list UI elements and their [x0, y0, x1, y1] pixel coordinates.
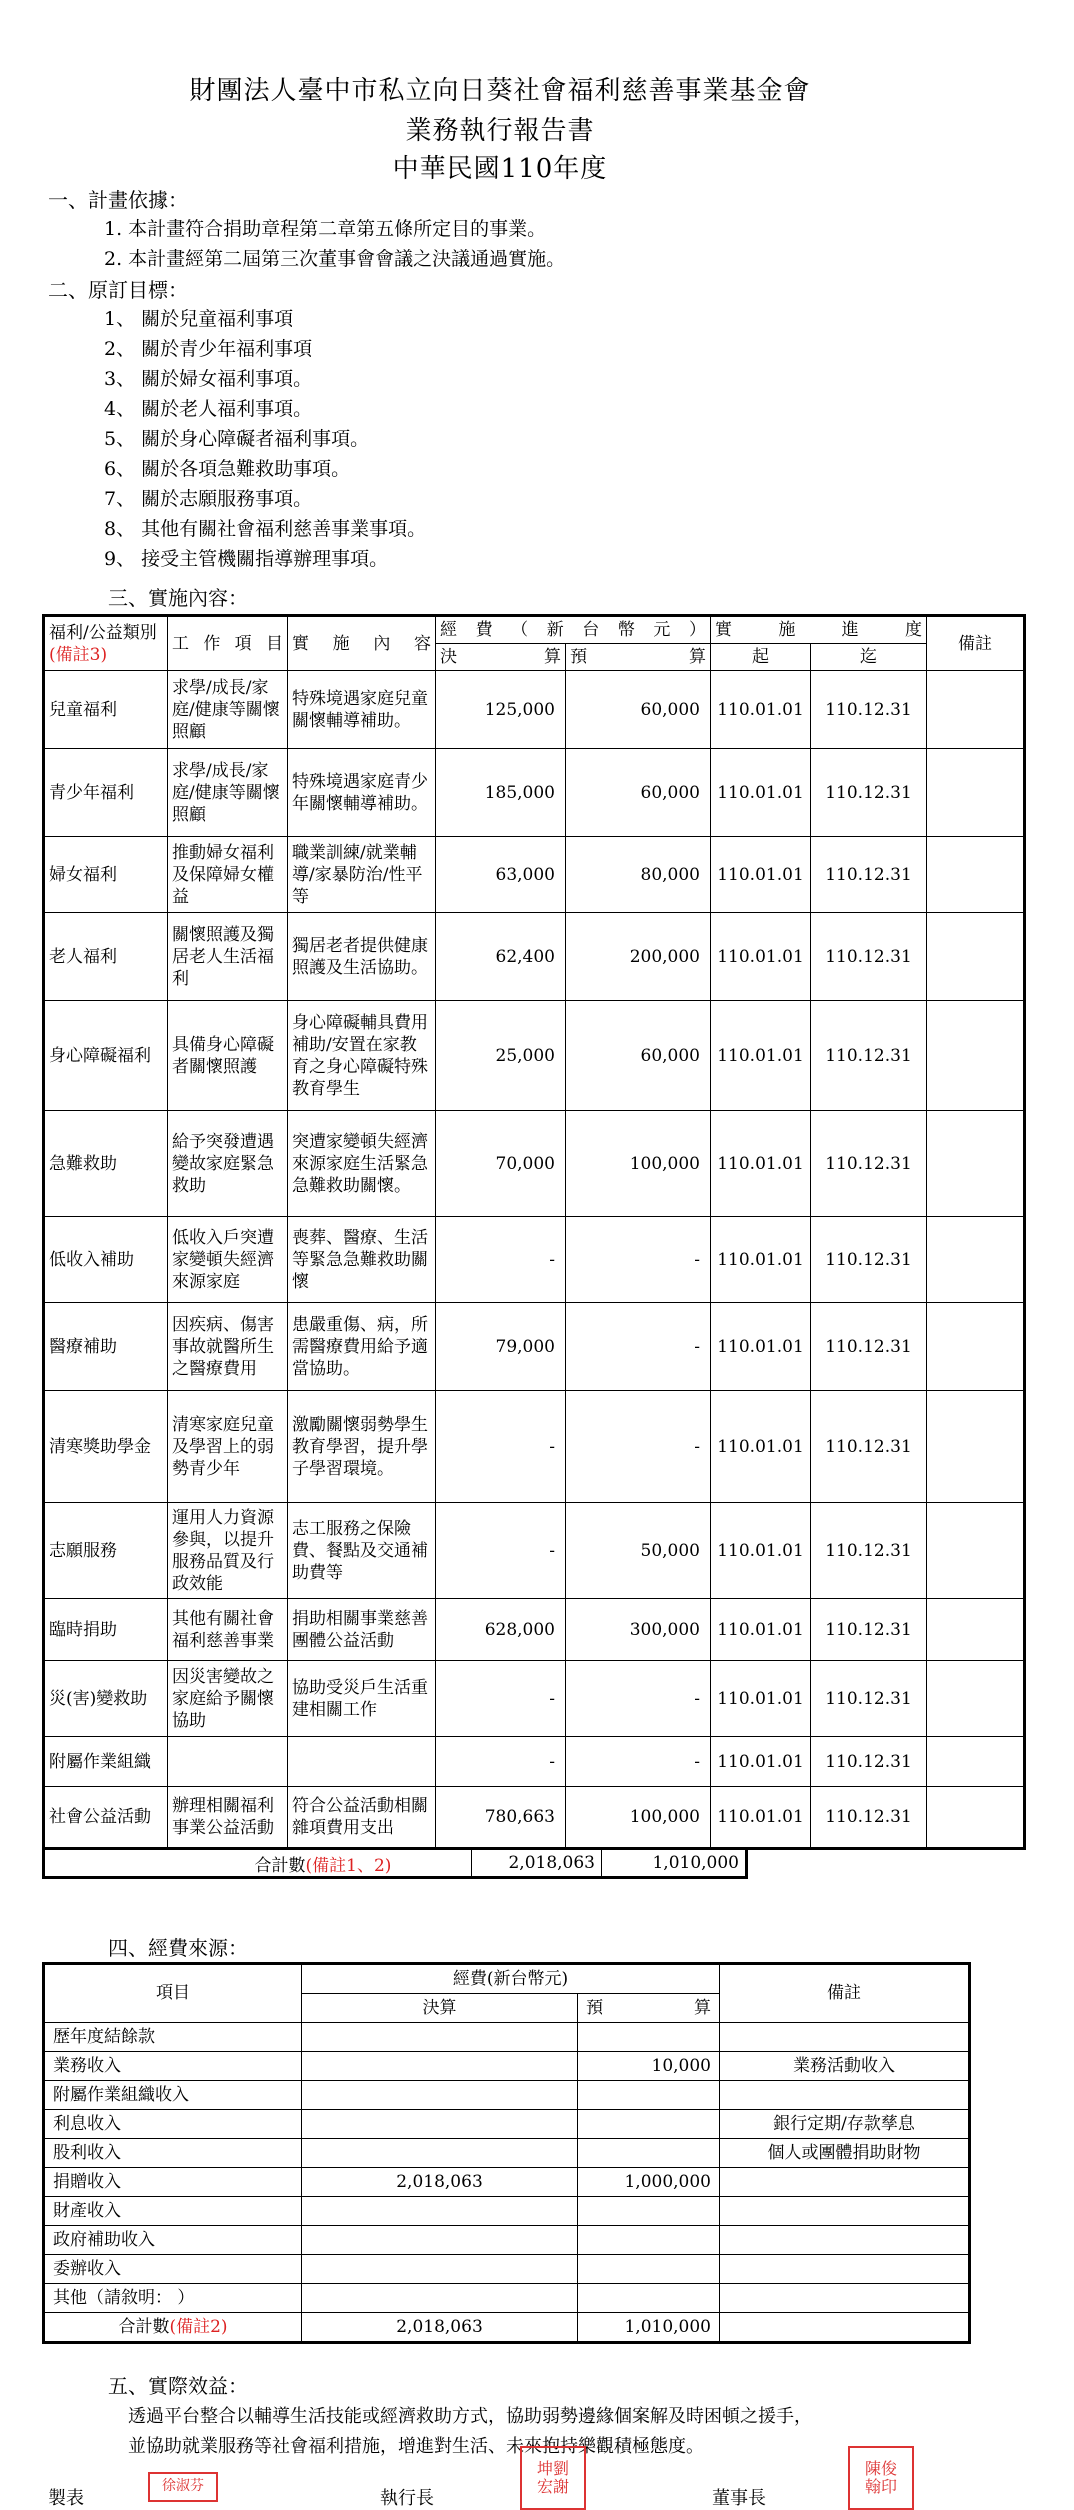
- funding-actual-cell: [302, 2226, 578, 2255]
- funding-plan-cell: [578, 2255, 720, 2284]
- funding-plan-cell: [578, 2023, 720, 2052]
- report-year: 中華民國110年度: [392, 154, 608, 184]
- implementation-total-table: [42, 1847, 748, 1879]
- funding-table: [42, 1962, 971, 2344]
- plan-cell: 200,000: [566, 913, 711, 1001]
- section-2-title: 二、原訂目標：: [48, 278, 188, 302]
- content-cell: 突遭家變頓失經濟來源家庭生活緊急急難救助關懷。: [288, 1111, 436, 1217]
- funding-plan-cell: [578, 2081, 720, 2110]
- funding-item-cell: 附屬作業組織收入: [44, 2081, 302, 2110]
- section-2-item: 2、 關於青少年福利事項: [104, 338, 313, 360]
- plan-cell: -: [566, 1217, 711, 1303]
- item-cell: 給予突發遭遇變故家庭緊急救助: [168, 1111, 288, 1217]
- plan-cell: 100,000: [566, 1111, 711, 1217]
- head-progress: 實施進度: [711, 616, 927, 644]
- end-date-cell: 110.12.31: [811, 1737, 927, 1787]
- funding-total-actual: 2,018,063: [302, 2313, 578, 2343]
- end-date-cell: 110.12.31: [811, 1303, 927, 1391]
- funding-remark-cell: [720, 2255, 970, 2284]
- category-cell: 老人福利: [44, 913, 168, 1001]
- table-row: [44, 837, 1025, 913]
- funding-head-budget: 經費(新台幣元): [302, 1964, 720, 1994]
- category-cell: 醫療補助: [44, 1303, 168, 1391]
- item-cell: 求學/成長/家庭/健康等關懷照顧: [168, 671, 288, 749]
- category-cell: 志願服務: [44, 1503, 168, 1599]
- category-cell: 臨時捐助: [44, 1599, 168, 1661]
- item-cell: 關懷照護及獨居老人生活福利: [168, 913, 288, 1001]
- end-date-cell: 110.12.31: [811, 1111, 927, 1217]
- actual-cell: -: [436, 1217, 566, 1303]
- actual-cell: -: [436, 1503, 566, 1599]
- remark-cell: [927, 1001, 1025, 1111]
- remark-cell: [927, 837, 1025, 913]
- section-2-item: 6、 關於各項急難救助事項。: [104, 458, 351, 480]
- end-date-cell: 110.12.31: [811, 671, 927, 749]
- remark-cell: [927, 1303, 1025, 1391]
- plan-cell: -: [566, 1391, 711, 1503]
- item-cell: 運用人力資源參與，以提升服務品質及行政效能: [168, 1503, 288, 1599]
- section-5-title: 五、實際效益：: [108, 2374, 248, 2398]
- actual-cell: -: [436, 1661, 566, 1737]
- head-content: 實施內容: [288, 616, 436, 671]
- actual-cell: 25,000: [436, 1001, 566, 1111]
- funding-actual-cell: [302, 2284, 578, 2313]
- remark-cell: [927, 913, 1025, 1001]
- start-date-cell: 110.01.01: [711, 913, 811, 1001]
- section-2-item: 7、 關於志願服務事項。: [104, 488, 313, 510]
- funding-row: [44, 2284, 970, 2313]
- category-cell: 附屬作業組織: [44, 1737, 168, 1787]
- remark-cell: [927, 1599, 1025, 1661]
- actual-cell: 70,000: [436, 1111, 566, 1217]
- head-budget: 經費（新台幣元）: [436, 616, 711, 644]
- content-cell: 特殊境遇家庭兒童關懷輔導補助。: [288, 671, 436, 749]
- end-date-cell: 110.12.31: [811, 749, 927, 837]
- funding-row: [44, 2110, 970, 2139]
- category-cell: 社會公益活動: [44, 1787, 168, 1849]
- end-date-cell: 110.12.31: [811, 1787, 927, 1849]
- funding-remark-cell: 銀行定期/存款孳息: [720, 2110, 970, 2139]
- plan-cell: 60,000: [566, 671, 711, 749]
- actual-cell: -: [436, 1391, 566, 1503]
- actual-cell: 63,000: [436, 837, 566, 913]
- table-row: [44, 671, 1025, 749]
- category-cell: 急難救助: [44, 1111, 168, 1217]
- funding-item-cell: 股利收入: [44, 2139, 302, 2168]
- remark-cell: [927, 1217, 1025, 1303]
- plan-cell: 50,000: [566, 1503, 711, 1599]
- content-cell: 捐助相關事業慈善團體公益活動: [288, 1599, 436, 1661]
- funding-plan-cell: 1,000,000: [578, 2168, 720, 2197]
- total-actual: 2,018,063: [472, 1849, 602, 1878]
- funding-item-cell: 利息收入: [44, 2110, 302, 2139]
- report-title: 業務執行報告書: [405, 116, 595, 146]
- start-date-cell: 110.01.01: [711, 1599, 811, 1661]
- funding-item-cell: 委辦收入: [44, 2255, 302, 2284]
- actual-cell: 628,000: [436, 1599, 566, 1661]
- section-2-item: 9、 接受主管機關指導辦理事項。: [104, 548, 389, 570]
- funding-plan-cell: [578, 2226, 720, 2255]
- start-date-cell: 110.01.01: [711, 1503, 811, 1599]
- table-row: [44, 1787, 1025, 1849]
- end-date-cell: 110.12.31: [811, 837, 927, 913]
- item-cell: 辦理相關福利事業公益活動: [168, 1787, 288, 1849]
- plan-cell: -: [566, 1661, 711, 1737]
- head-remark: 備註: [927, 616, 1025, 671]
- category-cell: 身心障礙福利: [44, 1001, 168, 1111]
- category-cell: 青少年福利: [44, 749, 168, 837]
- item-cell: 推動婦女福利及保障婦女權益: [168, 837, 288, 913]
- item-cell: 求學/成長/家庭/健康等關懷照顧: [168, 749, 288, 837]
- funding-row: [44, 2081, 970, 2110]
- funding-row: [44, 2226, 970, 2255]
- funding-row: [44, 2168, 970, 2197]
- funding-actual-cell: [302, 2110, 578, 2139]
- table-row: [44, 1737, 1025, 1787]
- end-date-cell: 110.12.31: [811, 1217, 927, 1303]
- funding-plan-cell: [578, 2284, 720, 2313]
- funding-total-remark: [720, 2313, 970, 2343]
- item-cell: [168, 1737, 288, 1787]
- category-cell: 兒童福利: [44, 671, 168, 749]
- actual-cell: 62,400: [436, 913, 566, 1001]
- start-date-cell: 110.01.01: [711, 671, 811, 749]
- remark-cell: [927, 671, 1025, 749]
- end-date-cell: 110.12.31: [811, 1001, 927, 1111]
- end-date-cell: 110.12.31: [811, 1661, 927, 1737]
- start-date-cell: 110.01.01: [711, 1111, 811, 1217]
- end-date-cell: 110.12.31: [811, 1391, 927, 1503]
- start-date-cell: 110.01.01: [711, 1217, 811, 1303]
- start-date-cell: 110.01.01: [711, 1787, 811, 1849]
- funding-remark-cell: 業務活動收入: [720, 2052, 970, 2081]
- item-cell: 清寒家庭兒童及學習上的弱勢青少年: [168, 1391, 288, 1503]
- content-cell: 協助受災戶生活重建相關工作: [288, 1661, 436, 1737]
- item-cell: 具備身心障礙者關懷照護: [168, 1001, 288, 1111]
- benefit-line: 並協助就業服務等社會福利措施，增進對生活、未來抱持樂觀積極態度。: [128, 2436, 704, 2457]
- funding-row: [44, 2023, 970, 2052]
- start-date-cell: 110.01.01: [711, 837, 811, 913]
- content-cell: [288, 1737, 436, 1787]
- head-item: 工作項目: [168, 616, 288, 671]
- category-cell: 低收入補助: [44, 1217, 168, 1303]
- actual-cell: 125,000: [436, 671, 566, 749]
- plan-cell: -: [566, 1303, 711, 1391]
- remark-cell: [927, 1787, 1025, 1849]
- funding-actual-cell: [302, 2197, 578, 2226]
- implementation-table: [42, 614, 1026, 1850]
- head-actual: 決算: [436, 644, 566, 671]
- end-date-cell: 110.12.31: [811, 1599, 927, 1661]
- item-cell: 其他有關社會福利慈善事業: [168, 1599, 288, 1661]
- funding-remark-cell: [720, 2197, 970, 2226]
- funding-item-cell: 捐贈收入: [44, 2168, 302, 2197]
- funding-head-item: 項目: [44, 1964, 302, 2023]
- item-cell: 低收入戶突遭家變頓失經濟來源家庭: [168, 1217, 288, 1303]
- table-row: [44, 1303, 1025, 1391]
- remark-cell: [927, 1661, 1025, 1737]
- funding-item-cell: 歷年度結餘款: [44, 2023, 302, 2052]
- content-cell: 職業訓練/就業輔導/家暴防治/性平等: [288, 837, 436, 913]
- content-cell: 志工服務之保險費、餐點及交通補助費等: [288, 1503, 436, 1599]
- funding-plan-cell: [578, 2197, 720, 2226]
- exec-label: 執行長: [380, 2488, 434, 2509]
- section-1-title: 一、計畫依據：: [48, 188, 188, 212]
- funding-head-remark: 備註: [720, 1964, 970, 2023]
- funding-actual-cell: [302, 2139, 578, 2168]
- actual-cell: 780,663: [436, 1787, 566, 1849]
- total-label-cell: 合計數(備註1、2): [44, 1849, 472, 1878]
- funding-plan-cell: [578, 2110, 720, 2139]
- plan-cell: 60,000: [566, 749, 711, 837]
- org-title: 財團法人臺中市私立向日葵社會福利慈善事業基金會: [189, 76, 811, 106]
- table-row: [44, 749, 1025, 837]
- funding-actual-cell: [302, 2255, 578, 2284]
- start-date-cell: 110.01.01: [711, 1391, 811, 1503]
- plan-cell: 80,000: [566, 837, 711, 913]
- funding-remark-cell: [720, 2081, 970, 2110]
- section-1-item: 2. 本計畫經第二屆第三次董事會會議之決議通過實施。: [104, 248, 566, 270]
- section-2-item: 8、 其他有關社會福利慈善事業事項。: [104, 518, 427, 540]
- funding-row: [44, 2139, 970, 2168]
- funding-remark-cell: 個人或團體捐助財物: [720, 2139, 970, 2168]
- content-cell: 獨居老者提供健康照護及生活協助。: [288, 913, 436, 1001]
- start-date-cell: 110.01.01: [711, 1303, 811, 1391]
- benefit-line: 透過平台整合以輔導生活技能或經濟救助方式，協助弱勢邊緣個案解及時困頓之援手，: [128, 2406, 812, 2427]
- start-date-cell: 110.01.01: [711, 1001, 811, 1111]
- chair-seal: 陳俊 翰印: [848, 2446, 914, 2510]
- funding-total-plan: 1,010,000: [578, 2313, 720, 2343]
- start-date-cell: 110.01.01: [711, 749, 811, 837]
- funding-actual-cell: [302, 2052, 578, 2081]
- end-date-cell: 110.12.31: [811, 1503, 927, 1599]
- head-end: 迄: [811, 644, 927, 671]
- funding-actual-cell: [302, 2023, 578, 2052]
- head-start: 起: [711, 644, 811, 671]
- item-cell: 因疾病、傷害事故就醫所生之醫療費用: [168, 1303, 288, 1391]
- funding-total-label: 合計數(備註2): [44, 2313, 302, 2343]
- funding-item-cell: 業務收入: [44, 2052, 302, 2081]
- section-1-item: 1. 本計畫符合捐助章程第二章第五條所定目的事業。: [104, 218, 547, 240]
- plan-cell: 100,000: [566, 1787, 711, 1849]
- funding-row: [44, 2052, 970, 2081]
- category-cell: 清寒獎助學金: [44, 1391, 168, 1503]
- table-row: [44, 1503, 1025, 1599]
- section-2-item: 3、 關於婦女福利事項。: [104, 368, 313, 390]
- remark-cell: [927, 1111, 1025, 1217]
- remark-cell: [927, 1737, 1025, 1787]
- plan-cell: 60,000: [566, 1001, 711, 1111]
- end-date-cell: 110.12.31: [811, 913, 927, 1001]
- remark-cell: [927, 1503, 1025, 1599]
- exec-seal: 坤劉 宏謝: [520, 2446, 586, 2510]
- funding-actual-cell: [302, 2081, 578, 2110]
- category-cell: 災(害)變救助: [44, 1661, 168, 1737]
- actual-cell: 185,000: [436, 749, 566, 837]
- funding-remark-cell: [720, 2023, 970, 2052]
- actual-cell: 79,000: [436, 1303, 566, 1391]
- table-row: [44, 1217, 1025, 1303]
- table-row: [44, 1661, 1025, 1737]
- funding-head-actual: 決算: [302, 1994, 578, 2023]
- content-cell: 身心障礙輔具費用補助/安置在家教育之身心障礙特殊教育學生: [288, 1001, 436, 1111]
- funding-remark-cell: [720, 2284, 970, 2313]
- plan-cell: 300,000: [566, 1599, 711, 1661]
- maker-seal: 徐淑芬: [148, 2472, 218, 2502]
- section-2-item: 1、 關於兒童福利事項: [104, 308, 294, 330]
- table-row: [44, 1111, 1025, 1217]
- funding-item-cell: 政府補助收入: [44, 2226, 302, 2255]
- section-2-item: 5、 關於身心障礙者福利事項。: [104, 428, 370, 450]
- content-cell: 患嚴重傷、病，所需醫療費用給予適當協助。: [288, 1303, 436, 1391]
- funding-actual-cell: 2,018,063: [302, 2168, 578, 2197]
- actual-cell: -: [436, 1737, 566, 1787]
- table-row: [44, 1391, 1025, 1503]
- category-cell: 婦女福利: [44, 837, 168, 913]
- content-cell: 特殊境遇家庭青少年關懷輔導補助。: [288, 749, 436, 837]
- content-cell: 喪葬、醫療、生活等緊急急難救助關懷: [288, 1217, 436, 1303]
- funding-remark-cell: [720, 2168, 970, 2197]
- content-cell: 激勵關懷弱勢學生教育學習，提升學子學習環境。: [288, 1391, 436, 1503]
- head-category-note: (備註3): [49, 644, 108, 665]
- funding-row: [44, 2255, 970, 2284]
- head-plan: 預算: [566, 644, 711, 671]
- table-row: [44, 913, 1025, 1001]
- head-category: 福利/公益類別 (備註3): [44, 616, 168, 671]
- item-cell: 因災害變故之家庭給予關懷協助: [168, 1661, 288, 1737]
- plan-cell: -: [566, 1737, 711, 1787]
- section-2-item: 4、 關於老人福利事項。: [104, 398, 313, 420]
- start-date-cell: 110.01.01: [711, 1661, 811, 1737]
- remark-cell: [927, 1391, 1025, 1503]
- table-row: [44, 1599, 1025, 1661]
- funding-item-cell: 財產收入: [44, 2197, 302, 2226]
- funding-plan-cell: 10,000: [578, 2052, 720, 2081]
- table-row: [44, 1001, 1025, 1111]
- remark-cell: [927, 749, 1025, 837]
- funding-item-cell: 其他（請敘明： ）: [44, 2284, 302, 2313]
- chair-label: 董事長: [712, 2488, 766, 2509]
- funding-head-plan: 預算: [578, 1994, 720, 2023]
- funding-row: [44, 2197, 970, 2226]
- content-cell: 符合公益活動相關雜項費用支出: [288, 1787, 436, 1849]
- start-date-cell: 110.01.01: [711, 1737, 811, 1787]
- section-4-title: 四、經費來源：: [108, 1936, 248, 1960]
- total-plan: 1,010,000: [602, 1849, 747, 1878]
- section-3-title: 三、實施內容：: [108, 586, 248, 610]
- maker-label: 製表: [48, 2488, 84, 2509]
- funding-remark-cell: [720, 2226, 970, 2255]
- funding-plan-cell: [578, 2139, 720, 2168]
